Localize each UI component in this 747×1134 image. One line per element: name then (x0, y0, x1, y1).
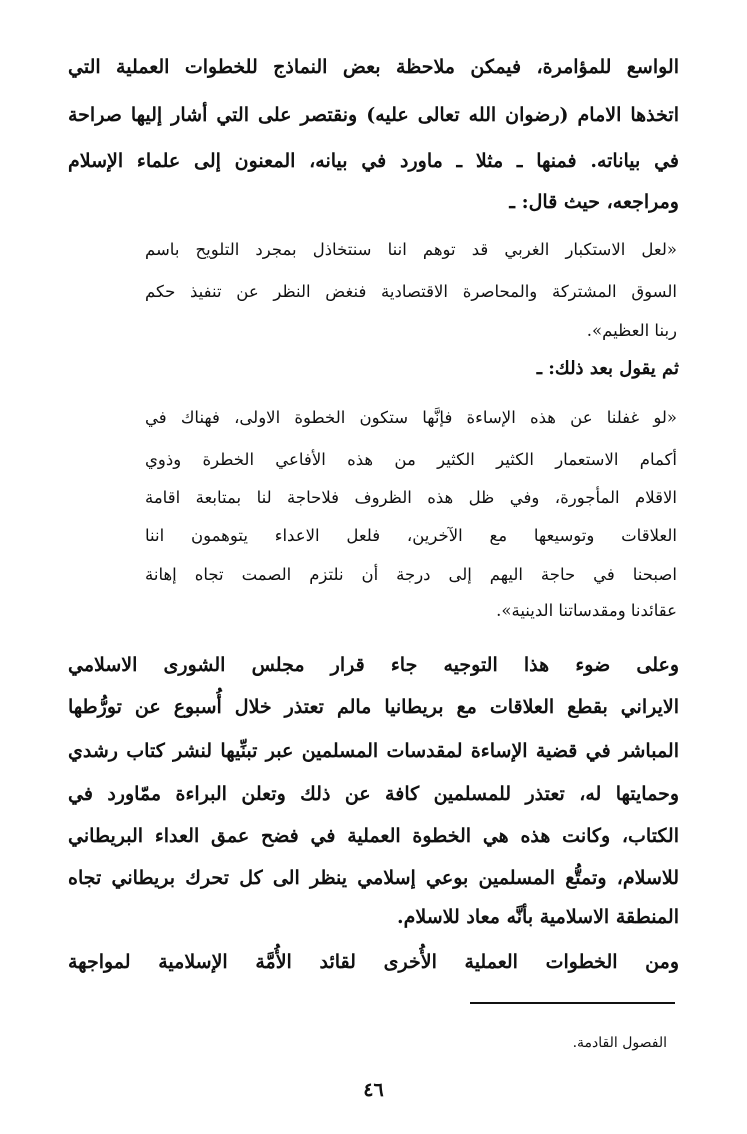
quote-line: «لو غفلنا عن هذه الإساءة فإنَّها ستكون الخطوة الاولى، فهناك في (145, 408, 677, 427)
quote-line: «لعل الاستكبار الغربي قد توهم اننا سنتخاذل بمجرد التلويح باسم (145, 240, 677, 259)
page-number: ٤٦ (363, 1079, 384, 1101)
text-line: الواسع للمؤامرة، فيمكن ملاحظة بعض النماذج للخطوات العملية التي (68, 56, 679, 78)
transition-line: ثم يقول بعد ذلك: ـ (536, 358, 679, 379)
footnote-divider (470, 1002, 675, 1004)
footnote: الفصول القادمة. (572, 1035, 667, 1051)
text-line: ومن الخطوات العملية الأُخرى لقائد الأُمَّة الإسلامية لمواجهة (68, 951, 679, 973)
text-line: وعلى ضوء هذا التوجيه جاء قرار مجلس الشورى الاسلامي (68, 654, 679, 676)
quote-line: اصبحنا في حاجة اليهم إلى درجة أن نلتزم الصمت تجاه إهانة (145, 565, 677, 584)
text-line: في بياناته. فمنها ـ مثلا ـ ماورد في بيانه، المعنون إلى علماء الإسلام (68, 150, 679, 172)
text-line: للاسلام، وتمتُّع المسلمين بوعي إسلامي ينظر الى كل تحرك بريطاني تجاه (68, 867, 679, 889)
text-line: المباشر في قضية الإساءة لمقدسات المسلمين عبر تبنِّيها لنشر كتاب رشدي (68, 740, 679, 762)
text-line: اتخذها الامام (رضوان الله تعالى عليه) ونقتصر على التي أشار إليها صراحة (68, 104, 679, 126)
quote-line: أكمام الاستعمار الكثير الكثير من هذه الأفاعي الخطرة وذوي (145, 450, 677, 469)
quote-line: السوق المشتركة والمحاصرة الاقتصادية فنغض النظر عن تنفيذ حكم (145, 282, 677, 301)
quote-line: الاقلام المأجورة، وفي ظل هذه الظروف فلاحاجة لنا بمتابعة اقامة (145, 488, 677, 507)
text-line: المنطقة الاسلامية بأنَّه معاد للاسلام. (396, 906, 679, 928)
text-line: الايراني بقطع العلاقات مع بريطانيا مالم تعتذر خلال أُسبوع عن تورُّطها (68, 696, 679, 718)
quote-line: ربنا العظيم». (586, 321, 677, 340)
text-line: وحمايتها له، تعتذر للمسلمين كافة عن ذلك وتعلن البراءة ممّاورد في (68, 783, 679, 805)
quote-line: عقائدنا ومقدساتنا الدينية». (496, 601, 677, 620)
text-line: ومراجعه، حيث قال: ـ (509, 191, 679, 213)
text-line: الكتاب، وكانت هذه هي الخطوة العملية في فضح عمق العداء البريطاني (68, 825, 679, 847)
quote-line: العلاقات وتوسيعها مع الآخرين، فلعل الاعداء يتوهمون اننا (145, 526, 677, 545)
